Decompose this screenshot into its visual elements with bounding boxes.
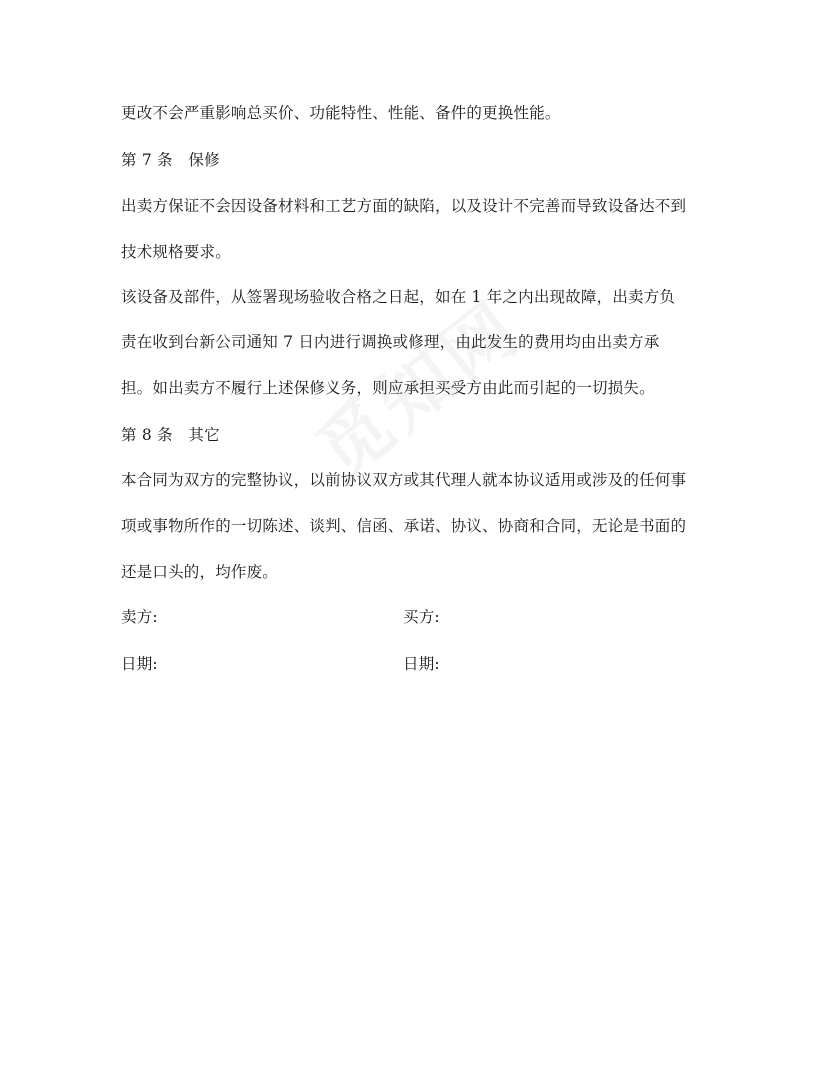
buyer-label: 买方:	[403, 608, 440, 626]
paragraph-line: 更改不会严重影响总买价、功能特性、性能、备件的更换性能。	[121, 104, 561, 122]
buyer-date-label: 日期:	[403, 655, 440, 673]
seller-date-label: 日期:	[121, 655, 158, 673]
paragraph-line: 本合同为双方的完整协议，以前协议双方或其代理人就本协议适用或涉及的任何事	[121, 471, 687, 489]
section-heading-warranty: 第 7 条 保修	[121, 151, 220, 169]
paragraph-line: 还是口头的，均作废。	[121, 563, 279, 581]
paragraph-line: 担。如出卖方不履行上述保修义务，则应承担买受方由此而引起的一切损失。	[121, 379, 655, 397]
paragraph-line: 该设备及部件，从签署现场验收合格之日起，如在 1 年之内出现故障，出卖方负	[121, 288, 676, 306]
paragraph-line: 出卖方保证不会因设备材料和工艺方面的缺陷，以及设计不完善而导致设备达不到	[121, 197, 687, 215]
seller-label: 卖方:	[121, 608, 158, 626]
paragraph-line: 责在收到台新公司通知 7 日内进行调换或修理，由此发生的费用均由出卖方承	[121, 333, 660, 351]
section-heading-other: 第 8 条 其它	[121, 426, 220, 444]
paragraph-line: 技术规格要求。	[121, 243, 231, 261]
paragraph-line: 项或事物所作的一切陈述、谈判、信函、承诺、协议、协商和合同，无论是书面的	[121, 517, 687, 535]
